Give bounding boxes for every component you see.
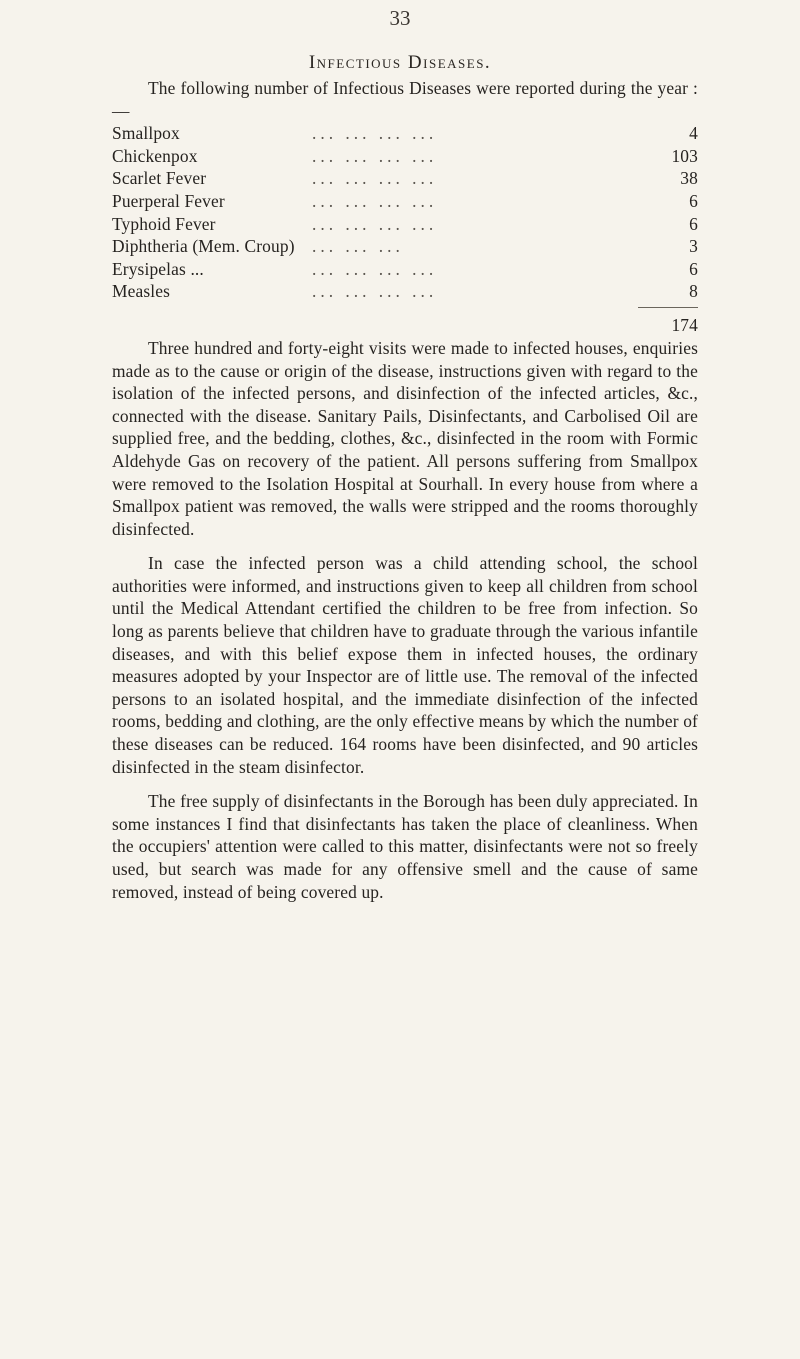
table-row bbox=[112, 145, 698, 168]
total-row bbox=[112, 307, 698, 337]
disease-count: 3 bbox=[689, 236, 698, 257]
disease-name: Puerperal Fever bbox=[112, 190, 225, 211]
table-row bbox=[112, 190, 698, 213]
disease-name: Scarlet Fever bbox=[112, 168, 207, 189]
intro-paragraph: The following number of Infectious Diseases were reported during the year :— bbox=[112, 78, 698, 121]
disease-count: 103 bbox=[671, 145, 698, 166]
table-row bbox=[112, 167, 698, 190]
disease-name: Diphtheria (Mem. Croup) bbox=[112, 236, 295, 257]
table-row bbox=[112, 258, 698, 281]
paragraph-school: In case the infected person was a child attending school, the school authorities were informed, and instructions given to keep all children from school until the Medical Attendant certified the children to be free from infection. So long as parents believe that children have to graduate through the various infantile diseases, and with this belief expose them in infected houses, the ordinary measures adopted by your Inspector are of little use. The removal of the infected persons to an isolated hospital, and the immediate disinfection of the infected rooms, bedding and clothing, are the only effective means by which the number of these diseases can be reduced. 164 rooms have been disinfected, and 90 articles disinfected in the steam disinfector. bbox=[112, 553, 698, 777]
disease-name: Typhoid Fever bbox=[112, 213, 216, 234]
disease-count: 6 bbox=[689, 190, 698, 211]
disease-name: Erysipelas ... bbox=[112, 258, 204, 279]
disease-count: 4 bbox=[689, 123, 698, 144]
table-row bbox=[112, 213, 698, 236]
disease-count: 38 bbox=[680, 168, 698, 189]
disease-count: 6 bbox=[689, 213, 698, 234]
page-number: 33 bbox=[389, 6, 411, 30]
dot-leader: ... ... ... ... bbox=[312, 258, 438, 279]
disease-name: Smallpox bbox=[112, 123, 180, 144]
paragraph-disinfectants: The free supply of disinfectants in the Borough has been duly appreciated. In some instances I find that disinfectants has taken the place of cleanliness. When the occupiers' attention were called to this matter, disinfectants were not so freely used, but search was made for any offensive smell and the cause of same removed, instead of being covered up. bbox=[112, 791, 698, 902]
disease-count: 8 bbox=[689, 281, 698, 302]
disease-table bbox=[112, 122, 698, 337]
table-row bbox=[112, 122, 698, 145]
total-count: 174 bbox=[638, 307, 698, 336]
dot-leader: ... ... ... ... bbox=[312, 281, 438, 302]
section-title: Infectious Diseases. bbox=[308, 52, 492, 73]
dot-leader: ... ... ... ... bbox=[312, 213, 438, 234]
dot-leader: ... ... ... bbox=[312, 236, 404, 257]
dot-leader: ... ... ... ... bbox=[312, 123, 438, 144]
table-row bbox=[112, 280, 698, 303]
disease-name: Chickenpox bbox=[112, 145, 198, 166]
disease-count: 6 bbox=[689, 258, 698, 279]
dot-leader: ... ... ... ... bbox=[312, 190, 438, 211]
dot-leader: ... ... ... ... bbox=[312, 145, 438, 166]
paragraph-visits: Three hundred and forty-eight visits were made to infected houses, enquiries made as to the cause or origin of the disease, instructions given with regard to the isolation of the infected persons, and disinfection of the infected articles, &c., connected with the disease. Sanitary Pails, Disinfectants, and Carbolised Oil are supplied free, and the bedding, clothes, &c., disinfected in the room with Formic Aldehyde Gas on recovery of the patient. All persons suffering from Smallpox were removed to the Isolation Hospital at Sourhall. In every house from where a Smallpox patient was removed, the walls were stripped and the rooms thoroughly disinfected. bbox=[112, 337, 698, 539]
disease-name: Measles bbox=[112, 281, 171, 302]
document-body bbox=[112, 77, 698, 903]
dot-leader: ... ... ... ... bbox=[312, 168, 438, 189]
table-row bbox=[112, 235, 698, 258]
